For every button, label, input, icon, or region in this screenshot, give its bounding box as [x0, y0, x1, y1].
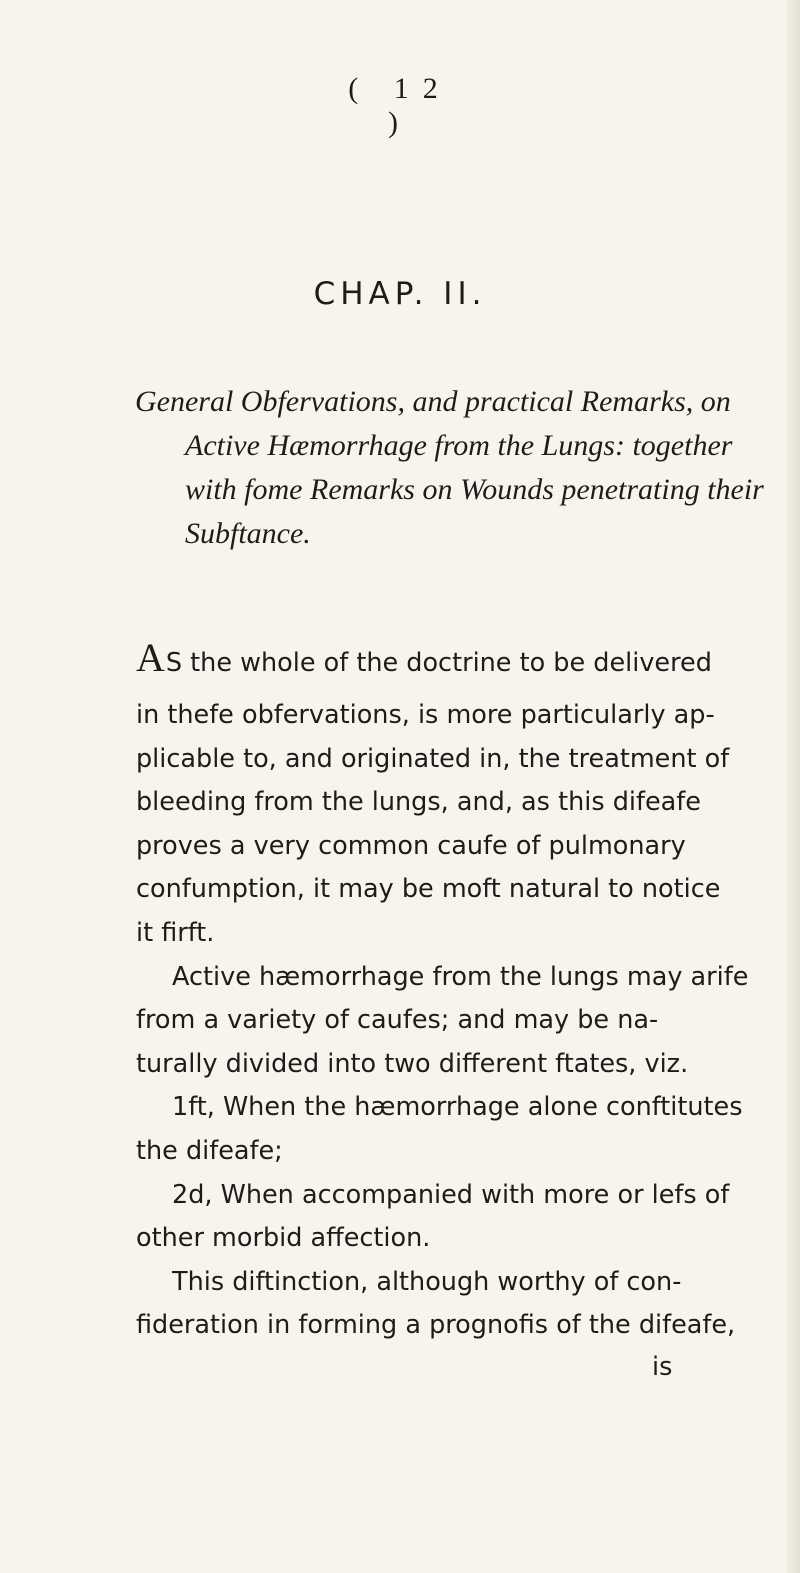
page-edge — [786, 0, 800, 1573]
body-line: confumption, it may be moft natural to notice — [136, 874, 721, 904]
chapter-title-line: with fome Remarks on Wounds penetrating their — [185, 473, 764, 506]
catchword: is — [652, 1352, 673, 1382]
body-line: proves a very common caufe of pulmonary — [136, 831, 686, 861]
body-line: 2d, When accompanied with more or lefs of — [172, 1180, 730, 1210]
body-line: plicable to, and originated in, the treatment of — [136, 744, 730, 774]
chapter-title-line: General Obfervations, and practical Remarks, on — [135, 385, 731, 418]
body-line: other morbid affection. — [136, 1223, 431, 1253]
drop-cap: A — [136, 635, 166, 680]
page-number: ( 12 ) — [348, 72, 452, 139]
body-line: AS the whole of the doctrine to be delivered — [136, 635, 712, 680]
body-line: from a variety of caufes; and may be na- — [136, 1005, 659, 1035]
body-line: bleeding from the lungs, and, as this difeafe — [136, 787, 701, 817]
chapter-heading: CHAP. II. — [313, 276, 487, 312]
body-line: 1ft, When the hæmorrhage alone conftitutes — [172, 1092, 743, 1122]
body-line: in thefe obfervations, is more particularly ap- — [136, 700, 715, 730]
body-line: turally divided into two different ftates, viz. — [136, 1049, 689, 1079]
body-line: the difeafe; — [136, 1136, 283, 1166]
body-line: fideration in forming a prognofis of the difeafe, — [136, 1310, 736, 1340]
body-line: This diftinction, although worthy of con- — [172, 1267, 682, 1297]
chapter-title-line: Active Hæmorrhage from the Lungs: together — [185, 429, 733, 462]
body-line: it firft. — [136, 918, 215, 948]
chapter-title-line: Subftance. — [185, 517, 311, 550]
body-line: Active hæmorrhage from the lungs may arife — [172, 962, 749, 992]
